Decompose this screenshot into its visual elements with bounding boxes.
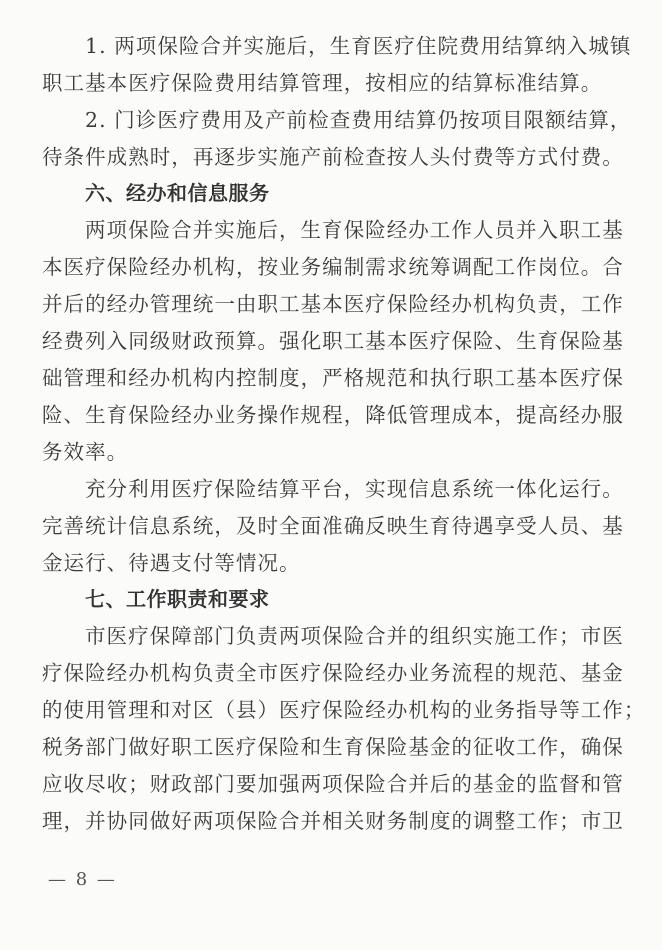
text-line: 理，并协同做好两项保险合并相关财务制度的调整工作；市卫 (42, 809, 624, 833)
text-line: 务效率。 (42, 440, 129, 464)
text-line: 疗保险经办机构负责全市医疗保险经办业务流程的规范、基金 (42, 661, 624, 685)
text-line: 市医疗保障部门负责两项保险合并的组织实施工作；市医 (85, 624, 624, 648)
text-line: 1. 两项保险合并实施后，生育医疗住院费用结算纳入城镇 (85, 34, 632, 58)
text-line: 础管理和经办机构内控制度，严格规范和执行职工基本医疗保 (42, 366, 624, 390)
text-line: 充分利用医疗保险结算平台，实现信息系统一体化运行。 (85, 477, 624, 501)
text-line: 金运行、待遇支付等情况。 (42, 551, 301, 575)
text-line: 职工基本医疗保险费用结算管理，按相应的结算标准结算。 (42, 71, 603, 95)
text-line: 完善统计信息系统，及时全面准确反映生育待遇享受人员、基 (42, 514, 624, 538)
section-heading-7: 七、工作职责和要求 (85, 587, 270, 611)
section-heading-6: 六、经办和信息服务 (85, 181, 270, 205)
text-line: 的使用管理和对区（县）医疗保险经办机构的业务指导等工作； (42, 698, 646, 722)
text-line: 险、生育保险经办业务操作规程，降低管理成本，提高经办服 (42, 403, 624, 427)
text-line: 2. 门诊医疗费用及产前检查费用结算仍按项目限额结算， (85, 108, 632, 132)
text-line: 税务部门做好职工医疗保险和生育保险基金的征收工作，确保 (42, 735, 624, 759)
text-line: 两项保险合并实施后，生育保险经办工作人员并入职工基 (85, 218, 624, 242)
text-line: 待条件成熟时，再逐步实施产前检查按人头付费等方式付费。 (42, 145, 624, 169)
page-number: — 8 — (48, 869, 117, 890)
text-line: 本医疗保险经办机构，按业务编制需求统筹调配工作岗位。合 (42, 255, 624, 279)
text-line: 并后的经办管理统一由职工基本医疗保险经办机构负责，工作 (42, 292, 624, 316)
text-line: 应收尽收；财政部门要加强两项保险合并后的基金的监督和管 (42, 772, 624, 796)
text-line: 经费列入同级财政预算。强化职工基本医疗保险、生育保险基 (42, 329, 624, 353)
